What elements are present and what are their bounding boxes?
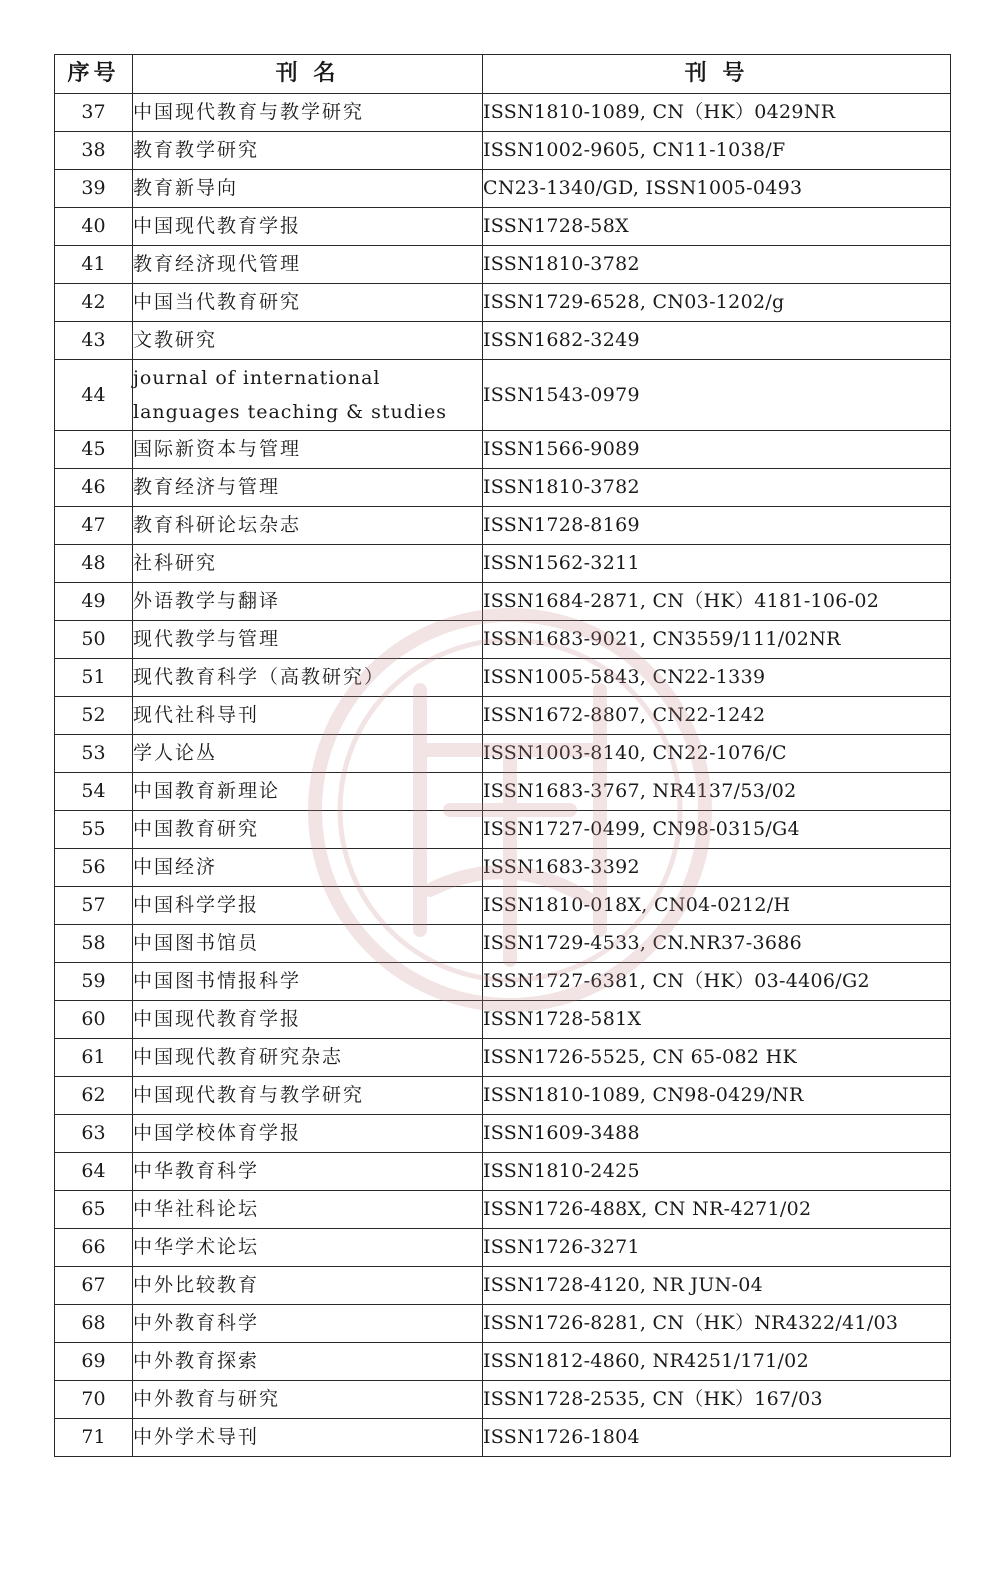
row-number: 39	[55, 170, 133, 208]
journal-issn: ISSN1672-8807, CN22-1242	[483, 697, 951, 735]
journal-name: 中外教育探索	[133, 1343, 483, 1381]
journal-name: 现代教学与管理	[133, 621, 483, 659]
table-row	[55, 170, 951, 208]
row-number: 68	[55, 1305, 133, 1343]
journal-issn: ISSN1002-9605, CN11-1038/F	[483, 132, 951, 170]
journal-issn: ISSN1003-8140, CN22-1076/C	[483, 735, 951, 773]
table-body	[55, 94, 951, 1457]
journal-issn: ISSN1005-5843, CN22-1339	[483, 659, 951, 697]
journal-name: 教育经济现代管理	[133, 246, 483, 284]
table-row	[55, 621, 951, 659]
table-row	[55, 963, 951, 1001]
journal-issn: ISSN1729-4533, CN.NR37-3686	[483, 925, 951, 963]
table-row	[55, 1343, 951, 1381]
table-row	[55, 697, 951, 735]
journal-name: 国际新资本与管理	[133, 431, 483, 469]
row-number: 42	[55, 284, 133, 322]
table-row	[55, 1229, 951, 1267]
journal-issn: ISSN1810-3782	[483, 469, 951, 507]
journal-issn: ISSN1543-0979	[483, 360, 951, 431]
journal-name: 中外教育科学	[133, 1305, 483, 1343]
journal-name: 中国现代教育与教学研究	[133, 94, 483, 132]
row-number: 69	[55, 1343, 133, 1381]
journal-name: 教育科研论坛杂志	[133, 507, 483, 545]
table-row	[55, 469, 951, 507]
row-number: 61	[55, 1039, 133, 1077]
journal-name: 中华学术论坛	[133, 1229, 483, 1267]
row-number: 60	[55, 1001, 133, 1039]
journal-name: 文教研究	[133, 322, 483, 360]
header-number: 序号	[55, 55, 133, 94]
journal-name: 教育经济与管理	[133, 469, 483, 507]
journal-name: 中国图书情报科学	[133, 963, 483, 1001]
row-number: 37	[55, 94, 133, 132]
journal-issn: ISSN1566-9089	[483, 431, 951, 469]
journal-name: journal of international languages teaching & studies	[133, 360, 483, 431]
journal-name: 现代教育科学（高教研究）	[133, 659, 483, 697]
journal-issn: ISSN1728-2535, CN（HK）167/03	[483, 1381, 951, 1419]
table-row	[55, 1305, 951, 1343]
journal-name: 中国现代教育学报	[133, 208, 483, 246]
table-row	[55, 735, 951, 773]
row-number: 65	[55, 1191, 133, 1229]
journal-issn: ISSN1729-6528, CN03-1202/g	[483, 284, 951, 322]
journal-issn: ISSN1683-3392	[483, 849, 951, 887]
row-number: 59	[55, 963, 133, 1001]
journal-table	[54, 54, 951, 1457]
journal-issn: ISSN1726-8281, CN（HK）NR4322/41/03	[483, 1305, 951, 1343]
journal-name: 中国学校体育学报	[133, 1115, 483, 1153]
table-row	[55, 360, 951, 431]
row-number: 70	[55, 1381, 133, 1419]
journal-issn: ISSN1728-581X	[483, 1001, 951, 1039]
journal-name: 中国科学学报	[133, 887, 483, 925]
row-number: 57	[55, 887, 133, 925]
table-row	[55, 246, 951, 284]
table-row	[55, 132, 951, 170]
journal-issn: ISSN1812-4860, NR4251/171/02	[483, 1343, 951, 1381]
row-number: 54	[55, 773, 133, 811]
journal-issn: ISSN1684-2871, CN（HK）4181-106-02	[483, 583, 951, 621]
row-number: 48	[55, 545, 133, 583]
journal-name: 中外教育与研究	[133, 1381, 483, 1419]
table-row	[55, 208, 951, 246]
table-row	[55, 583, 951, 621]
header-journal-name: 刊 名	[133, 55, 483, 94]
journal-name: 中国现代教育研究杂志	[133, 1039, 483, 1077]
table-row	[55, 322, 951, 360]
journal-name: 教育新导向	[133, 170, 483, 208]
journal-issn: ISSN1810-3782	[483, 246, 951, 284]
journal-issn: ISSN1682-3249	[483, 322, 951, 360]
table-row	[55, 545, 951, 583]
table-row	[55, 1381, 951, 1419]
journal-issn: ISSN1683-9021, CN3559/111/02NR	[483, 621, 951, 659]
row-number: 47	[55, 507, 133, 545]
journal-issn: ISSN1726-1804	[483, 1419, 951, 1457]
journal-name: 现代社科导刊	[133, 697, 483, 735]
table-row	[55, 1153, 951, 1191]
journal-name: 中国图书馆员	[133, 925, 483, 963]
table-row	[55, 1001, 951, 1039]
journal-name: 中国教育研究	[133, 811, 483, 849]
table-row	[55, 1039, 951, 1077]
row-number: 49	[55, 583, 133, 621]
table-header-row	[55, 55, 951, 94]
table-row	[55, 659, 951, 697]
table-row	[55, 1267, 951, 1305]
table-row	[55, 1077, 951, 1115]
row-number: 38	[55, 132, 133, 170]
journal-issn: ISSN1727-6381, CN（HK）03-4406/G2	[483, 963, 951, 1001]
journal-issn: ISSN1726-488X, CN NR-4271/02	[483, 1191, 951, 1229]
journal-name: 中国现代教育与教学研究	[133, 1077, 483, 1115]
table-row	[55, 773, 951, 811]
journal-issn: ISSN1810-2425	[483, 1153, 951, 1191]
table-row	[55, 811, 951, 849]
row-number: 41	[55, 246, 133, 284]
journal-issn: ISSN1727-0499, CN98-0315/G4	[483, 811, 951, 849]
journal-issn: ISSN1726-3271	[483, 1229, 951, 1267]
journal-name: 外语教学与翻译	[133, 583, 483, 621]
row-number: 51	[55, 659, 133, 697]
row-number: 53	[55, 735, 133, 773]
journal-issn: ISSN1728-8169	[483, 507, 951, 545]
journal-name: 中外学术导刊	[133, 1419, 483, 1457]
journal-name: 学人论丛	[133, 735, 483, 773]
journal-name: 中外比较教育	[133, 1267, 483, 1305]
table-row	[55, 849, 951, 887]
row-number: 63	[55, 1115, 133, 1153]
journal-issn: ISSN1562-3211	[483, 545, 951, 583]
journal-issn: ISSN1810-1089, CN98-0429/NR	[483, 1077, 951, 1115]
journal-issn: CN23-1340/GD, ISSN1005-0493	[483, 170, 951, 208]
table-row	[55, 925, 951, 963]
journal-issn: ISSN1726-5525, CN 65-082 HK	[483, 1039, 951, 1077]
journal-issn: ISSN1810-018X, CN04-0212/H	[483, 887, 951, 925]
row-number: 66	[55, 1229, 133, 1267]
row-number: 62	[55, 1077, 133, 1115]
journal-name: 中国经济	[133, 849, 483, 887]
row-number: 40	[55, 208, 133, 246]
table-row	[55, 431, 951, 469]
row-number: 67	[55, 1267, 133, 1305]
journal-name: 中国现代教育学报	[133, 1001, 483, 1039]
row-number: 50	[55, 621, 133, 659]
row-number: 58	[55, 925, 133, 963]
table-row	[55, 1115, 951, 1153]
row-number: 56	[55, 849, 133, 887]
row-number: 44	[55, 360, 133, 431]
journal-issn: ISSN1728-58X	[483, 208, 951, 246]
header-issn: 刊 号	[483, 55, 951, 94]
row-number: 71	[55, 1419, 133, 1457]
journal-name: 中国当代教育研究	[133, 284, 483, 322]
journal-name: 中华教育科学	[133, 1153, 483, 1191]
journal-name: 教育教学研究	[133, 132, 483, 170]
table-row	[55, 94, 951, 132]
table-row	[55, 1191, 951, 1229]
journal-name: 中国教育新理论	[133, 773, 483, 811]
journal-name: 中华社科论坛	[133, 1191, 483, 1229]
table-row	[55, 1419, 951, 1457]
journal-issn: ISSN1609-3488	[483, 1115, 951, 1153]
table-row	[55, 284, 951, 322]
row-number: 45	[55, 431, 133, 469]
journal-issn: ISSN1810-1089, CN（HK）0429NR	[483, 94, 951, 132]
journal-name: 社科研究	[133, 545, 483, 583]
row-number: 55	[55, 811, 133, 849]
table-row	[55, 507, 951, 545]
row-number: 43	[55, 322, 133, 360]
row-number: 46	[55, 469, 133, 507]
journal-issn: ISSN1728-4120, NR JUN-04	[483, 1267, 951, 1305]
row-number: 64	[55, 1153, 133, 1191]
journal-issn: ISSN1683-3767, NR4137/53/02	[483, 773, 951, 811]
table-row	[55, 887, 951, 925]
row-number: 52	[55, 697, 133, 735]
